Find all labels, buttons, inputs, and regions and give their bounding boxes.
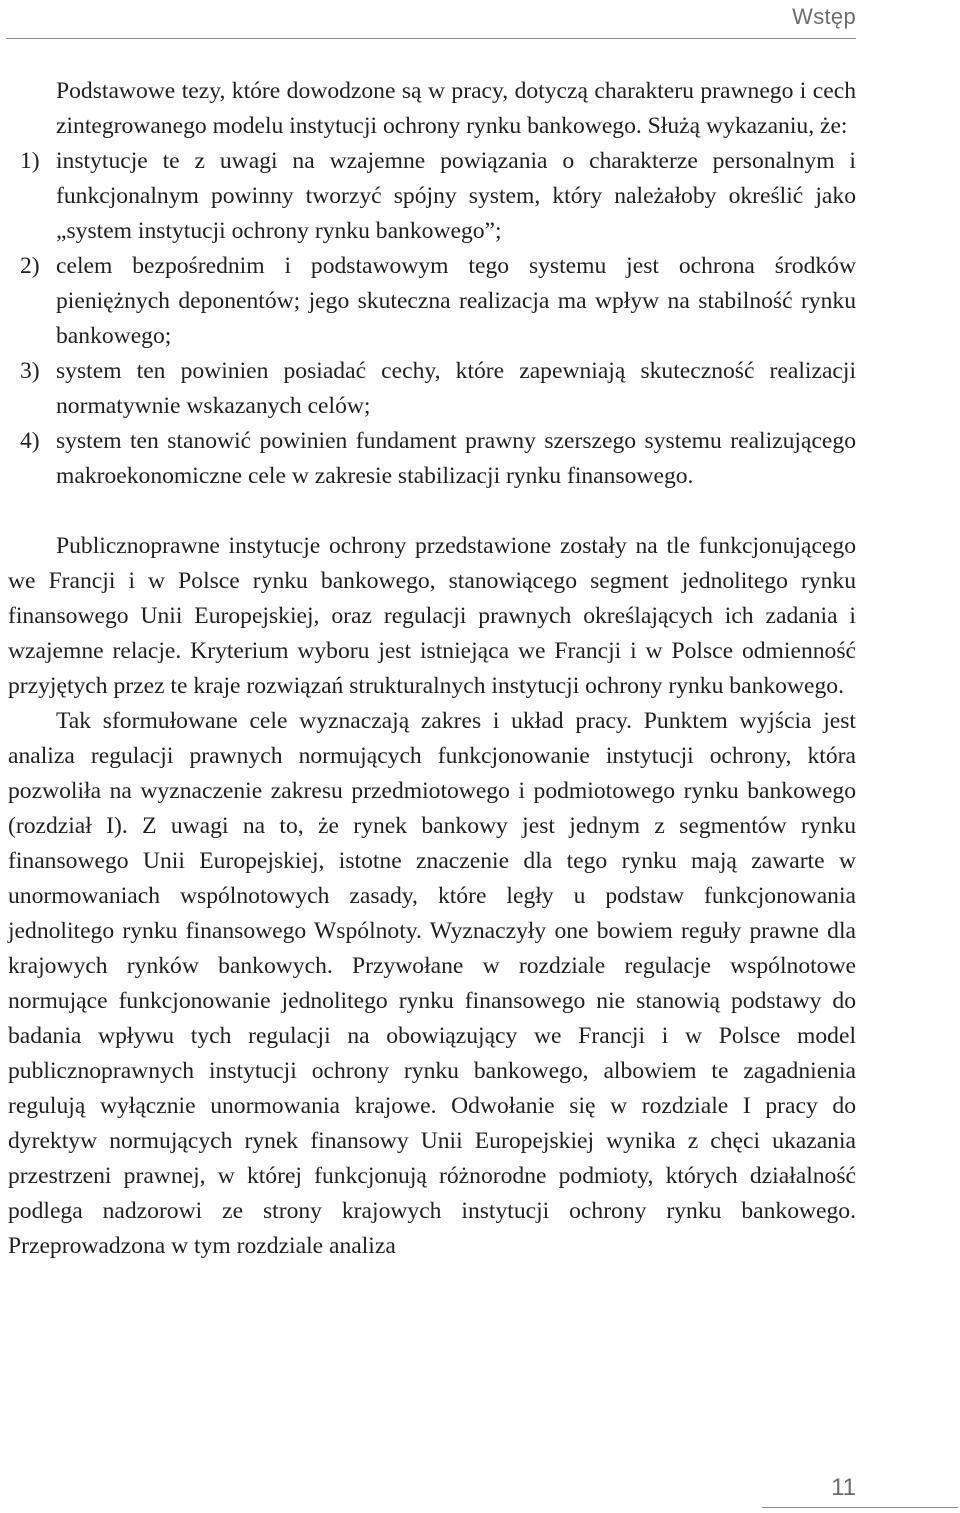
body-paragraph: Tak sformułowane cele wyznaczają zakres i układ pracy. Punktem wyjścia jest analiza regulacji prawnych normujących funkcjonowanie instytucji ochrony, która pozwoliła na wyznaczenie zakresu przedmiotowego i podmiotowego rynku bankowego (rozdział I). Z uwagi na to, że rynek bankowy jest jednym z segmentów rynku finansowego Unii Europejskiej, istotne znaczenie dla tego rynku mają zawarte w unormowaniach wspólnotowych zasady, które legły u podstaw funkcjonowania jednolitego rynku finansowego Wspólnoty. Wyznaczyły one bowiem reguły prawne dla krajowych rynków bankowych. Przywołane w rozdziale regulacje wspólnotowe normujące funkcjonowanie jednolitego rynku finansowego nie stanowią podstawy do badania wpływu tych regulacji na obowiązujący we Francji i w Polsce model publicznoprawnych instytucji ochrony rynku bankowego, albowiem te zagadnienia regulują wyłącznie unormowania krajowe. Odwołanie się w rozdziale I pracy do dyrektyw normujących rynek finansowy Unii Europejskiej wynika z chęci ukazania przestrzeni prawnej, w której funkcjonują różnorodne podmioty, których działalność podlega nadzorowi ze strony krajowych instytucji ochrony rynku bankowego. Przeprowadzona w tym rozdziale analiza: [8, 708, 856, 1259]
list-item-number: 3): [20, 358, 40, 384]
list-item: [8, 354, 856, 424]
list-item-text: system ten powinien posiadać cechy, które zapewniają skuteczność realizacji normatywnie wskazanych celów;: [56, 358, 856, 419]
list-item: [8, 424, 856, 494]
list-item: [8, 249, 856, 354]
page-number: 11: [831, 1474, 856, 1501]
footer-rule: [762, 1507, 958, 1508]
list-item-text: system ten stanowić powinien fundament prawny szerszego systemu realizującego makroekonomiczne cele w zakresie stabilizacji rynku finansowego.: [56, 428, 856, 489]
list-item-number: 2): [20, 253, 40, 279]
list-item-text: celem bezpośrednim i podstawowym tego systemu jest ochrona środków pieniężnych deponentów; jego skuteczna realizacja ma wpływ na stabilność rynku bankowego;: [56, 253, 856, 349]
theses-list: [8, 144, 856, 494]
list-item-number: 1): [20, 148, 40, 174]
header-rule: [6, 38, 856, 39]
page-body: [8, 74, 856, 1264]
intro-paragraph: Podstawowe tezy, które dowodzone są w pracy, dotyczą charakteru prawnego i cech zintegrowanego modelu instytucji ochrony rynku bankowego. Służą wykazaniu, że:: [56, 78, 856, 139]
list-item: [8, 144, 856, 249]
body-paragraph: Publicznoprawne instytucje ochrony przedstawione zostały na tle funkcjonującego we Francji i w Polsce rynku bankowego, stanowiącego segment jednolitego rynku finansowego Unii Europejskiej, oraz regulacji prawnych określających ich zadania i wzajemne relacje. Kryterium wyboru jest istniejąca we Francji i w Polsce odmienność przyjętych przez te kraje rozwiązań strukturalnych instytucji ochrony rynku bankowego.: [8, 533, 856, 699]
running-head: Wstęp: [792, 4, 856, 29]
list-item-number: 4): [20, 428, 40, 454]
list-item-text: instytucje te z uwagi na wzajemne powiązania o charakterze personalnym i funkcjonalnym powinny tworzyć spójny system, który należałoby określić jako „system instytucji ochrony rynku bankowego”;: [56, 148, 856, 244]
